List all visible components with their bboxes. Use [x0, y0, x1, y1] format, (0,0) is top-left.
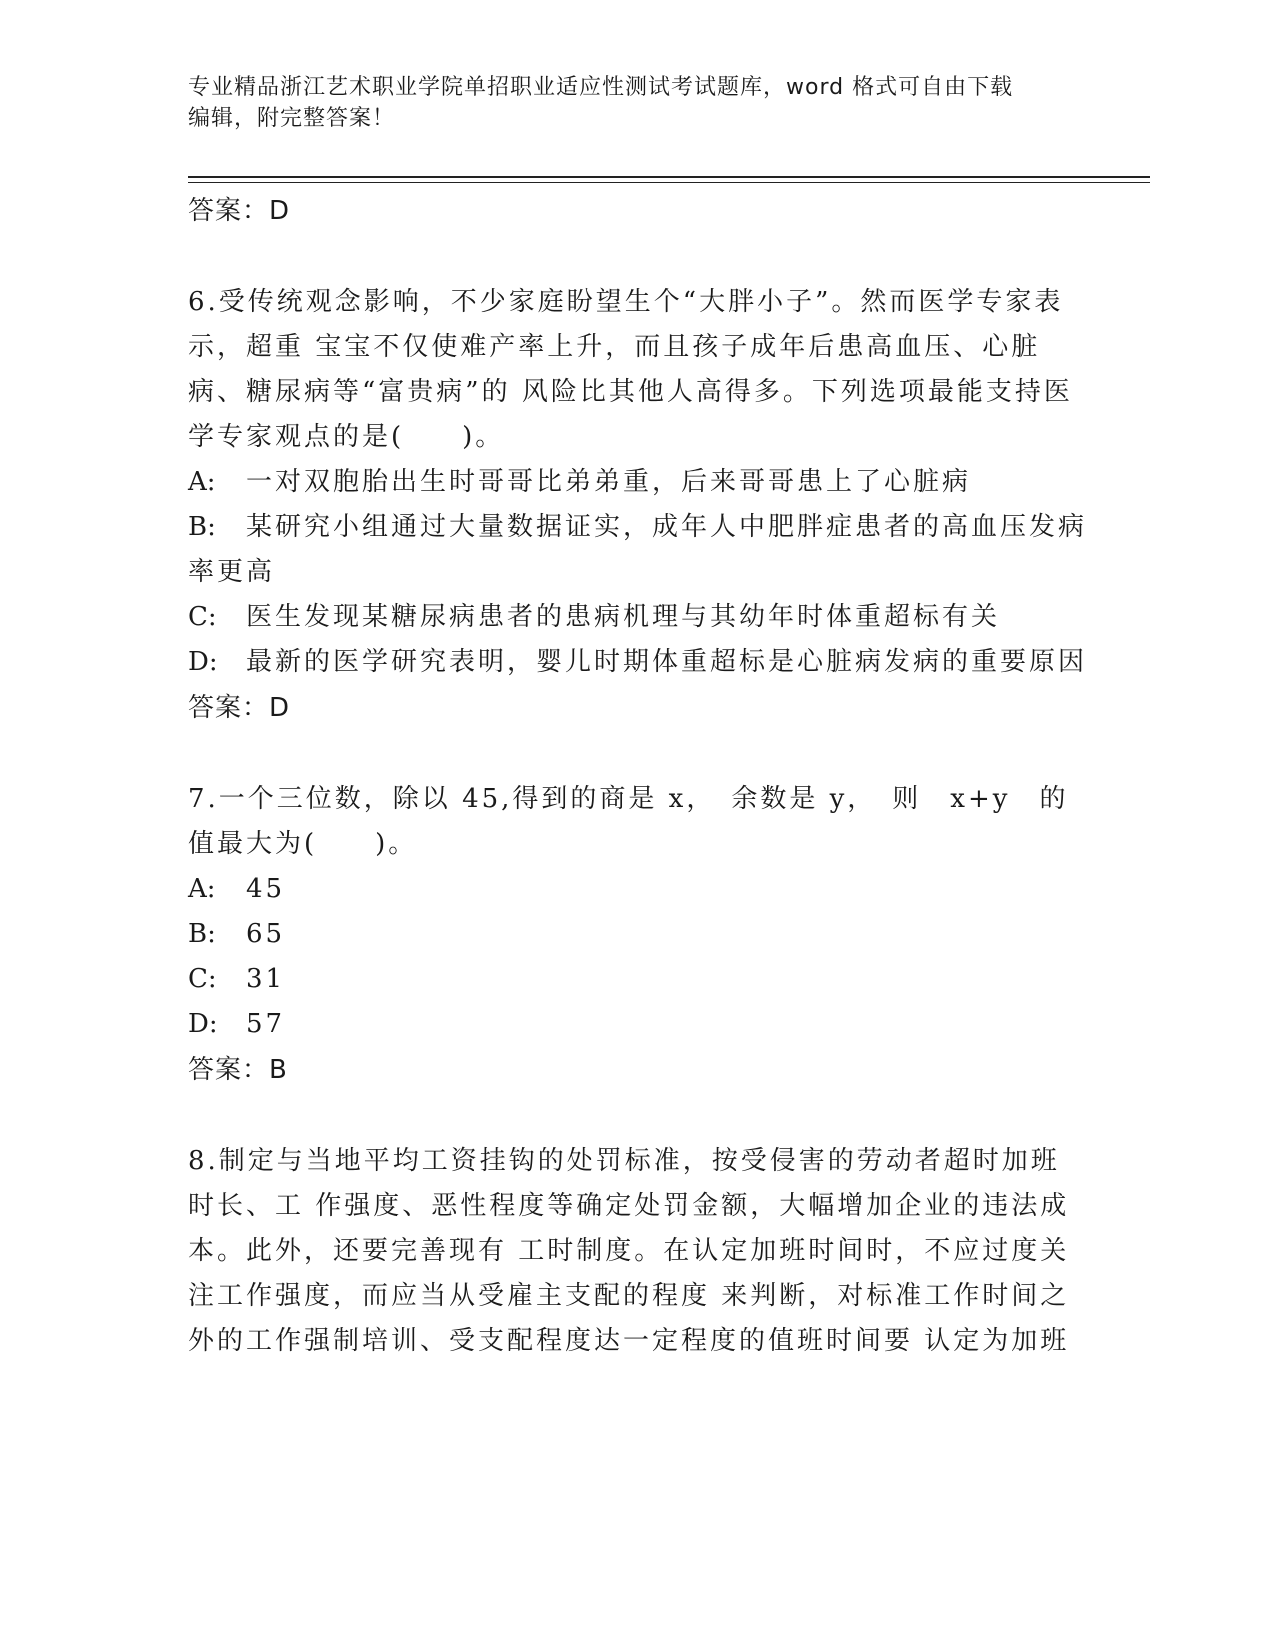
header-rule-thick — [188, 176, 1150, 178]
spacer — [188, 1093, 1088, 1139]
option-text: 65 — [246, 919, 286, 949]
option-text: 最新的医学研究表明，婴儿时期体重超标是心脏病发病的重要原因 — [246, 647, 1088, 677]
question-7-option-b — [188, 912, 1088, 957]
question-7 — [188, 777, 1088, 1093]
question-8-stem: 8.制定与当地平均工资挂钩的处罚标准，按受侵害的劳动者超时加班时长、工 作强度、恶性程度等确定处罚金额，大幅增加企业的违法成本。此外，还要完善现有 工时制度。在认定加班时间时，不应过度关注工作强度，而应当从受雇主支配的程度 来判断，对标准工作时间之外的工作强制培训、受支配程度达一定程度的值班时间要 认定为加班 — [188, 1146, 1070, 1356]
option-text: 45 — [246, 874, 286, 904]
header-line-2: 编辑，附完整答案！ — [188, 106, 396, 131]
document-body — [188, 188, 1088, 1364]
option-letter: C: — [188, 964, 217, 994]
question-6-option-a — [188, 460, 1088, 505]
question-7-option-a — [188, 867, 1088, 912]
option-letter: B: — [188, 919, 216, 949]
answer-q6: 答案：D — [188, 693, 291, 723]
question-6-stem: 6.受传统观念影响，不少家庭盼望生个“大胖小子”。然而医学专家表示，超重 宝宝不仅使难产率上升，而且孩子成年后患高血压、心脏病、糖尿病等“富贵病”的 风险比其他人高得多。下列选项最能支持医学专家观点的是( )。 — [188, 287, 1073, 452]
question-6-option-d — [188, 640, 1088, 685]
question-7-stem: 7.一个三位数，除以 45,得到的商是 x， 余数是 y， 则 x+y 的值最大为( )。 — [188, 784, 1069, 859]
option-text: 一对双胞胎出生时哥哥比弟弟重，后来哥哥患上了心脏病 — [246, 467, 972, 497]
question-6-option-b — [188, 505, 1088, 595]
question-6 — [188, 280, 1088, 731]
header-line-1: 专业精品浙江艺术职业学院单招职业适应性测试考试题库，word 格式可自由下载 — [188, 75, 1014, 100]
answer-q5: 答案：D — [188, 196, 291, 226]
question-6-option-c — [188, 595, 1088, 640]
question-7-option-d — [188, 1002, 1088, 1047]
option-text: 医生发现某糖尿病患者的患病机理与其幼年时体重超标有关 — [246, 602, 1001, 632]
option-letter: D: — [188, 647, 218, 677]
option-letter: A: — [188, 467, 216, 497]
option-letter: A: — [188, 874, 216, 904]
question-8 — [188, 1139, 1088, 1364]
document-header — [188, 72, 1088, 134]
option-text: 31 — [246, 964, 286, 994]
answer-q7: 答案：B — [188, 1055, 288, 1085]
option-letter: D: — [188, 1009, 218, 1039]
header-rule-thin — [188, 182, 1150, 183]
question-7-option-c — [188, 957, 1088, 1002]
option-letter: C: — [188, 602, 217, 632]
spacer — [188, 234, 1088, 280]
spacer — [188, 731, 1088, 777]
option-text: 57 — [246, 1009, 286, 1039]
option-letter: B: — [188, 512, 216, 542]
option-text: 某研究小组通过大量数据证实，成年人中肥胖症患者的高血压发病率更高 — [188, 512, 1088, 587]
